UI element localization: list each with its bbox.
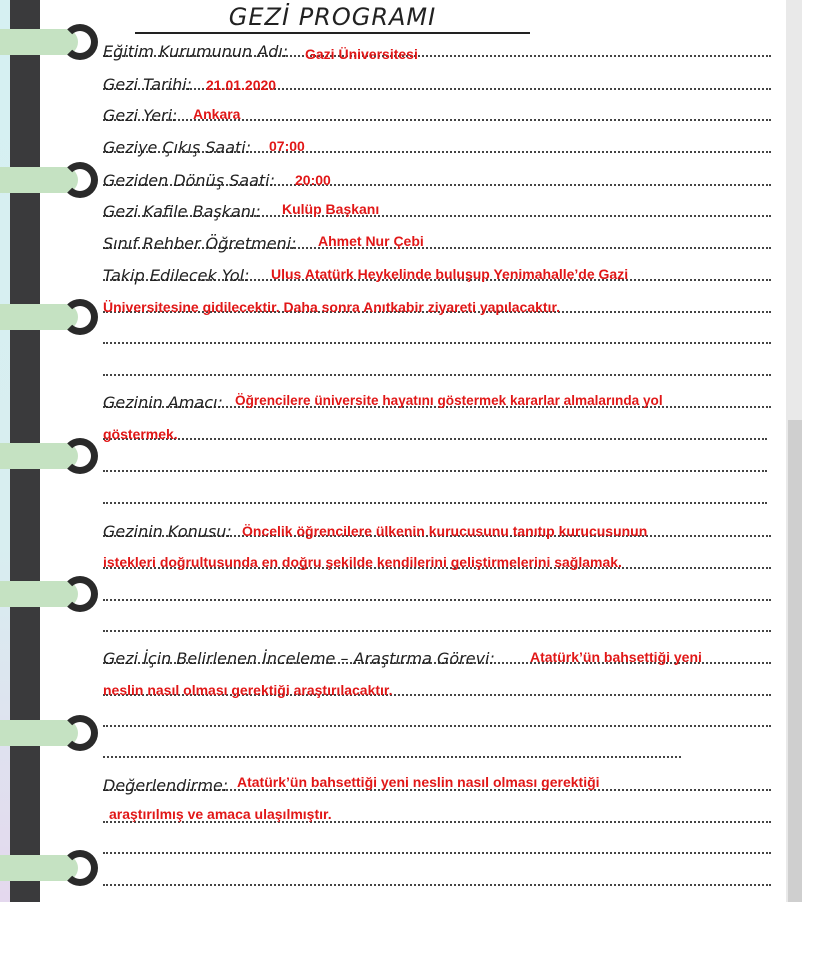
- field-label-subject: Gezinin Konusu:: [103, 522, 232, 541]
- answer-research-task-line2: neslin nasıl olması gerektiği araştırılacaktır.: [103, 682, 393, 698]
- dotted-line: [103, 373, 771, 376]
- answer-research-task-line1: Atatürk’ün bahsettiği yeni: [530, 649, 702, 665]
- dotted-line: [103, 883, 771, 886]
- spiral-ring: [0, 850, 100, 890]
- page-right-shadow-lower: [788, 420, 802, 902]
- spiral-ring: [0, 24, 100, 64]
- answer-class-teacher: Ahmet Nur Çebi: [318, 233, 424, 249]
- field-label-evaluation: Değerlendirme:: [103, 776, 229, 795]
- dotted-line: [103, 629, 771, 632]
- spiral-ring: [0, 299, 100, 339]
- spiral-ring: [0, 438, 100, 478]
- dotted-line: [103, 469, 767, 472]
- dotted-line: [103, 341, 771, 344]
- answer-subject-line2: istekleri doğrultusunda en doğru şekilde kendilerini geliştirmelerini sağlamak.: [103, 554, 622, 570]
- field-label-departure-time: Geziye Çıkış Saati:: [103, 138, 252, 157]
- field-label-class-teacher: Sınıf Rehber Öğretmeni:: [103, 234, 297, 253]
- spiral-ring: [0, 162, 100, 202]
- dotted-line: [103, 755, 681, 758]
- dotted-line: [103, 598, 771, 601]
- answer-departure-time: 07:00: [269, 138, 305, 154]
- spiral-ring: [0, 576, 100, 616]
- field-label-route: Takip Edilecek Yol:: [103, 266, 250, 285]
- dotted-line: [103, 851, 771, 854]
- answer-purpose-line2: göstermek.: [103, 426, 178, 442]
- answer-subject-line1: Öncelik öğrencilere ülkenin kurucusunu tanıtıp kurucusunun: [242, 523, 648, 539]
- answer-evaluation-line1: Atatürk’ün bahsettiği yeni neslin nasıl olması gerektiği: [237, 774, 600, 790]
- field-label-date: Gezi Tarihi:: [103, 75, 193, 94]
- field-label-group-leader: Gezi Kafile Başkanı:: [103, 202, 261, 221]
- dotted-line: [103, 501, 767, 504]
- dotted-line: [103, 724, 771, 727]
- field-label-institution: Eğitim Kurumunun Adı:: [103, 42, 289, 61]
- answer-evaluation-line2: araştırılmış ve amaca ulaşılmıştır.: [109, 806, 332, 822]
- field-label-return-time: Geziden Dönüş Saati:: [103, 171, 275, 190]
- field-label-research-task: Gezi İçin Belirlenen İnceleme – Araştırma Görevi:: [103, 649, 495, 668]
- answer-route-line1: Ulus Atatürk Heykelinde buluşup Yenimahalle’de Gazi: [271, 266, 629, 282]
- answer-return-time: 20:00: [295, 172, 331, 188]
- field-label-purpose: Gezinin Amacı:: [103, 393, 223, 412]
- answer-group-leader: Kulüp Başkanı: [282, 201, 380, 217]
- answer-purpose-line1: Öğrencilere üniversite hayatını göstermek kararlar almalarında yol: [235, 393, 663, 408]
- field-label-place: Gezi Yeri:: [103, 106, 178, 125]
- answer-date: 21.01.2020: [206, 77, 277, 93]
- spiral-ring: [0, 715, 100, 755]
- page-title: GEZİ PROGRAMI: [135, 2, 530, 34]
- dotted-line: [103, 87, 771, 90]
- answer-route-line2: Üniversitesine gidilecektir. Daha sonra Anıtkabir ziyareti yapılacaktır.: [103, 299, 561, 315]
- answer-institution: Gazi Üniversitesi: [305, 46, 418, 62]
- dotted-line: [103, 437, 767, 440]
- answer-place: Ankara: [193, 106, 241, 122]
